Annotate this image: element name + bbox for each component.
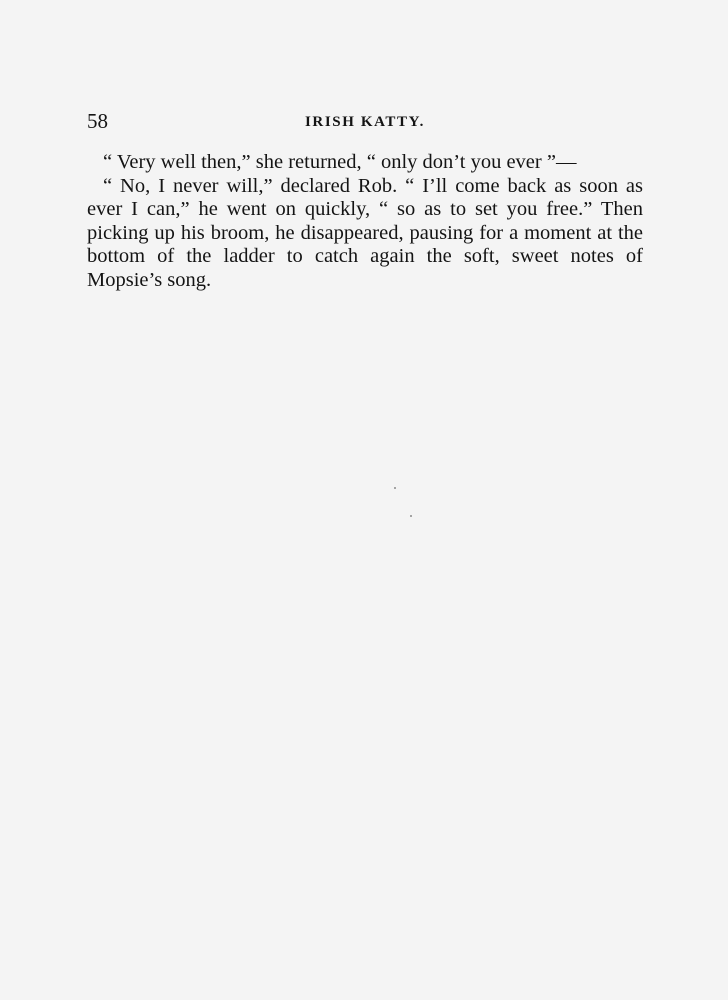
page-header [87,107,643,137]
paragraph: “ Very well then,” she returned, “ only don’t you ever ”— [103,151,577,173]
speck-mark [410,515,412,517]
running-title: IRISH KATTY. [304,114,426,130]
body-text [87,151,643,293]
speck-mark [394,487,396,489]
page-number: 58 [87,109,108,133]
paragraph: “ No, I never will,” declared Rob. “ I’ll come back as soon as ever I can,” he went on quickly, “ so as to set you free.” Then picking up his broom, he disappeared, pausing for a moment at the bottom of the ladder to catch again the soft, sweet notes of Mopsie’s song. [87,174,643,291]
